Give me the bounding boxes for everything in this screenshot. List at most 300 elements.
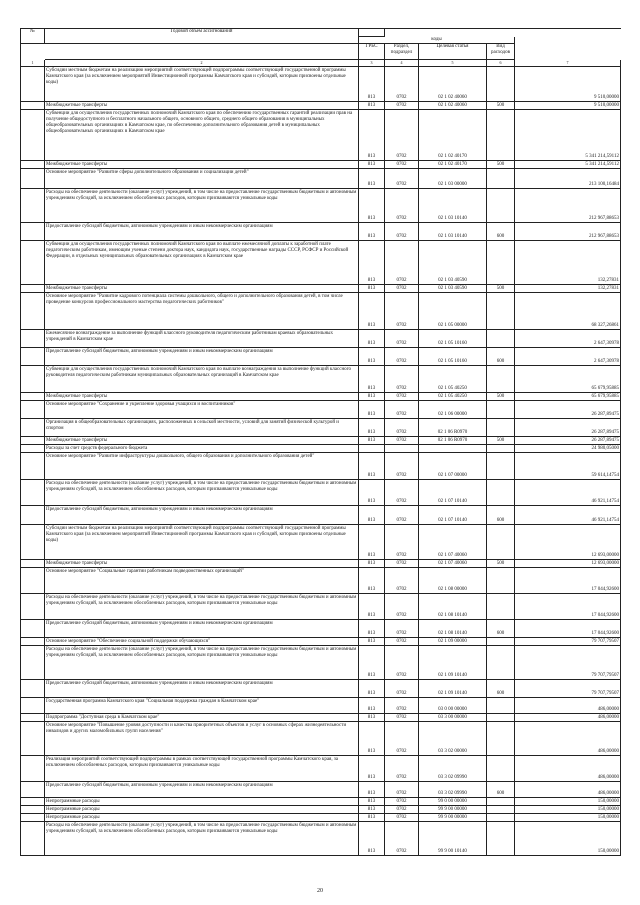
table-row — [21, 620, 621, 638]
row-name: Субвенции для осуществления государственных полномочий Камчатского края по выплате ежемесячной доплаты к заработной плате педагогическим работникам, имеющим ученые степени доктора наук, кандидата наук, государственные награды СССР, РСФСР и Российской Федерации, в отдельных муниципальных образовательных организациях в Камчатском крае — [45, 241, 359, 285]
row-amount: 26 287,89475 — [515, 401, 621, 419]
table-row — [21, 714, 621, 722]
row-csr: 02 1 08 10140 — [419, 594, 487, 620]
row-csr: 02 1 05 10160 — [419, 330, 487, 348]
row-number — [21, 401, 45, 419]
column-numbers-row — [21, 60, 621, 67]
row-amount: 486,00000 — [515, 714, 621, 722]
table-row — [21, 453, 621, 480]
table-row — [21, 560, 621, 568]
row-razdel: 0702 — [385, 348, 419, 366]
table-row — [21, 698, 621, 714]
column-number: 6 — [487, 60, 515, 67]
row-vr — [487, 798, 515, 806]
row-number — [21, 393, 45, 401]
row-csr — [419, 445, 487, 453]
row-vr — [487, 110, 515, 161]
table-row — [21, 169, 621, 189]
row-name: Расходы на обеспечение деятельности (оказание услуг) учреждений, в том числе на предоставление государственным бюджетным и автономным учреждениям субсидий, за исключением обособленных расходов, которым присваиваются уникальные коды — [45, 594, 359, 620]
row-number — [21, 437, 45, 445]
row-grbs: 813 — [359, 525, 385, 560]
table-row — [21, 822, 621, 856]
row-csr: 02 1 09 10140 — [419, 680, 487, 698]
row-number — [21, 714, 45, 722]
row-csr: 02 1 09 00000 — [419, 638, 487, 646]
row-amount: 132,27831 — [515, 285, 621, 293]
column-number: 2 — [45, 60, 359, 67]
row-amount: 486,00000 — [515, 756, 621, 782]
row-csr: 02 1 05 10160 — [419, 348, 487, 366]
row-csr: 99 9 00 10140 — [419, 822, 487, 856]
row-razdel: 0702 — [385, 401, 419, 419]
table-row — [21, 419, 621, 437]
row-grbs: 813 — [359, 714, 385, 722]
row-vr — [487, 806, 515, 814]
table-row — [21, 798, 621, 806]
row-grbs: 813 — [359, 568, 385, 594]
row-amount: 59 614,14754 — [515, 453, 621, 480]
row-csr: 02 1 07 00000 — [419, 453, 487, 480]
column-number: 3 — [359, 60, 385, 67]
row-number — [21, 169, 45, 189]
row-number — [21, 698, 45, 714]
table-row — [21, 806, 621, 814]
row-csr: 02 1 05 40250 — [419, 366, 487, 393]
row-name: Государственная программа Камчатского края "Социальная поддержка граждан в Камчатском крае" — [45, 698, 359, 714]
row-amount: 150,00000 — [515, 798, 621, 806]
row-razdel: 0702 — [385, 393, 419, 401]
row-number — [21, 241, 45, 285]
table-row — [21, 241, 621, 285]
row-name: Ежемесячное вознаграждение за выполнение функций классного руководителя педагогическим работникам краевых образовательных учреждений в Камчатском крае — [45, 330, 359, 348]
row-amount: 12 693,00000 — [515, 525, 621, 560]
row-name: Межбюджетные трансферты — [45, 102, 359, 110]
header-name-sub — [45, 44, 359, 60]
row-vr — [487, 67, 515, 102]
row-csr: 02 1 02 40170 — [419, 161, 487, 169]
row-vr — [487, 453, 515, 480]
row-vr: 500 — [487, 285, 515, 293]
row-razdel: 0702 — [385, 419, 419, 437]
row-amount: 68 327,26861 — [515, 293, 621, 330]
row-vr: 600 — [487, 620, 515, 638]
row-name: Расходы за счет средств федерального бюджета — [45, 445, 359, 453]
row-number — [21, 814, 45, 822]
row-razdel: 0702 — [385, 814, 419, 822]
row-grbs: 813 — [359, 822, 385, 856]
row-name: Субвенции для осуществления государственных полномочий Камчатского края по обеспечению государственных гарантий реализации прав на получение общедоступного и бесплатного начального общего, основного общего, среднего общего образования в муниципальных общеобразовательных организациях в Камчатском крае, по обеспечению дополнительного образования детей в муниципальных общеобразовательных организациях в Камчатском крае — [45, 110, 359, 161]
row-razdel: 0702 — [385, 680, 419, 698]
budget-table — [20, 28, 621, 856]
row-csr: 03 0 00 00000 — [419, 698, 487, 714]
row-number — [21, 506, 45, 525]
row-csr: 02 1 07 40060 — [419, 560, 487, 568]
row-csr: 99 9 00 00000 — [419, 814, 487, 822]
row-grbs: 813 — [359, 348, 385, 366]
row-name: Субсидии местным бюджетам на реализацию мероприятий соответствующей подпрограммы соответствующей государственной программы Камчатского края (за исключением мероприятий Инвестиционной программы Камчатского края и субсидий, которым присвоены отдельные коды) — [45, 67, 359, 102]
row-vr — [487, 814, 515, 822]
row-name: Расходы на обеспечение деятельности (оказание услуг) учреждений, в том числе на предоставление государственным бюджетным и автономным учреждениям субсидий, за исключением обособленных расходов, которым присваиваются уникальные коды — [45, 189, 359, 223]
row-number — [21, 67, 45, 102]
row-grbs: 813 — [359, 798, 385, 806]
row-vr — [487, 366, 515, 393]
row-name: Расходы на обеспечение деятельности (оказание услуг) учреждений, в том числе на предоставление государственным бюджетным и автономным учреждениям субсидий, за исключением обособленных расходов, которым присваиваются уникальные коды — [45, 822, 359, 856]
row-amount: 132,27831 — [515, 241, 621, 285]
table-row — [21, 756, 621, 782]
table-row — [21, 525, 621, 560]
row-csr: 02 1 03 00000 — [419, 169, 487, 189]
row-amount: 150,00000 — [515, 814, 621, 822]
row-grbs: 813 — [359, 330, 385, 348]
row-name: Предоставление субсидий бюджетным, автономным учреждениям и иным некоммерческим организациям — [45, 348, 359, 366]
row-number — [21, 102, 45, 110]
row-csr: 02 1 06 00000 — [419, 401, 487, 419]
row-vr: 500 — [487, 437, 515, 445]
row-grbs: 813 — [359, 453, 385, 480]
row-name: Расходы на обеспечение деятельности (оказание услуг) учреждений, в том числе на предоставление государственным бюджетным и автономным учреждениям субсидий, за исключением обособленных расходов, которым присваиваются уникальные коды — [45, 646, 359, 680]
row-name: Предоставление субсидий бюджетным, автономным учреждениям и иным некоммерческим организациям — [45, 680, 359, 698]
row-amount: 17 044,92600 — [515, 620, 621, 638]
row-number — [21, 293, 45, 330]
row-name: Основное мероприятие "Социальные гарантии работникам подведомственных организаций" — [45, 568, 359, 594]
row-razdel: 0702 — [385, 102, 419, 110]
row-amount: 24 980,05000 — [515, 445, 621, 453]
row-razdel: 0702 — [385, 161, 419, 169]
row-amount: 213 100,16484 — [515, 169, 621, 189]
row-number — [21, 445, 45, 453]
row-name: Основное мероприятие "Повышение уровня доступности и качества приоритетных объектов и услуг в основных сферах жизнедеятельности инвалидов и других маломобильных групп населения" — [45, 722, 359, 756]
row-amount: 79 707,79507 — [515, 638, 621, 646]
row-grbs: 813 — [359, 285, 385, 293]
row-grbs: 813 — [359, 594, 385, 620]
row-name: Основное мероприятие "Развитие сферы дополнительного образования и социализации детей" — [45, 169, 359, 189]
row-amount: 5 341 214,59112 — [515, 110, 621, 161]
row-razdel: 0702 — [385, 646, 419, 680]
row-amount: 486,00000 — [515, 782, 621, 798]
header-vr: Вид расходов — [487, 44, 515, 60]
row-razdel: 0702 — [385, 756, 419, 782]
table-row — [21, 285, 621, 293]
row-grbs: 813 — [359, 806, 385, 814]
row-razdel: 0702 — [385, 806, 419, 814]
row-csr: 02 1 07 10140 — [419, 480, 487, 506]
row-razdel: 0702 — [385, 453, 419, 480]
row-amount: 65 679,95885 — [515, 366, 621, 393]
row-razdel: 0702 — [385, 560, 419, 568]
column-number: 7 — [515, 60, 621, 67]
row-razdel: 0702 — [385, 67, 419, 102]
row-amount: 79 707,79507 — [515, 680, 621, 698]
row-razdel: 0702 — [385, 714, 419, 722]
row-razdel: 0702 — [385, 110, 419, 161]
row-csr: 03 3 02 09990 — [419, 756, 487, 782]
row-grbs: 813 — [359, 241, 385, 285]
row-grbs: 813 — [359, 110, 385, 161]
row-csr: 02 1 09 10140 — [419, 646, 487, 680]
table-row — [21, 102, 621, 110]
row-csr: 02 1 08 10140 — [419, 620, 487, 638]
table-row — [21, 67, 621, 102]
row-number — [21, 722, 45, 756]
row-number — [21, 638, 45, 646]
row-vr — [487, 330, 515, 348]
header-codes: коды — [359, 37, 515, 44]
table-row — [21, 437, 621, 445]
row-number — [21, 646, 45, 680]
row-number — [21, 756, 45, 782]
row-razdel: 0702 — [385, 480, 419, 506]
row-grbs: 813 — [359, 223, 385, 241]
row-number — [21, 560, 45, 568]
row-grbs: 813 — [359, 169, 385, 189]
row-csr: 02 1 02 40060 — [419, 102, 487, 110]
row-csr: 03 3 02 00000 — [419, 722, 487, 756]
row-name: Основное мероприятие "Развитие кадрового потенциала системы дошкольного, общего и дополнительного образования детей, в том числе проведение конкурсов профессионального мастерства педагогических работников" — [45, 293, 359, 330]
row-csr: 02 1 07 40060 — [419, 525, 487, 560]
row-vr: 500 — [487, 161, 515, 169]
row-grbs: 813 — [359, 814, 385, 822]
table-row — [21, 161, 621, 169]
table-header-sub — [21, 44, 621, 60]
row-csr: 02 1 05 40250 — [419, 393, 487, 401]
row-name: Основное мероприятие "Развитие инфраструктуры дошкольного, общего образования и дополнительного образования детей" — [45, 453, 359, 480]
row-name: Межбюджетные трансферты — [45, 161, 359, 169]
row-grbs: 813 — [359, 756, 385, 782]
header-sum: Годовой объем ассигнований — [45, 29, 359, 44]
row-grbs: 813 — [359, 437, 385, 445]
header-num: № — [21, 29, 45, 44]
row-razdel: 0702 — [385, 525, 419, 560]
row-vr — [487, 646, 515, 680]
row-name: Непрограммные расходы — [45, 814, 359, 822]
row-number — [21, 568, 45, 594]
row-vr — [487, 822, 515, 856]
row-csr: 02 1 07 10140 — [419, 506, 487, 525]
row-grbs: 813 — [359, 480, 385, 506]
row-number — [21, 285, 45, 293]
row-vr: 500 — [487, 102, 515, 110]
column-number: 5 — [419, 60, 487, 67]
table-row — [21, 393, 621, 401]
row-number — [21, 189, 45, 223]
row-vr — [487, 638, 515, 646]
table-row — [21, 506, 621, 525]
row-vr — [487, 756, 515, 782]
row-grbs: 813 — [359, 102, 385, 110]
row-vr — [487, 594, 515, 620]
row-amount: 65 679,95885 — [515, 393, 621, 401]
row-vr — [487, 568, 515, 594]
row-vr — [487, 169, 515, 189]
row-csr: 02 1 03 10140 — [419, 223, 487, 241]
row-grbs: 813 — [359, 782, 385, 798]
row-grbs: 813 — [359, 293, 385, 330]
table-row — [21, 401, 621, 419]
header-name — [359, 29, 385, 37]
row-vr: 600 — [487, 782, 515, 798]
row-amount: 150,00000 — [515, 822, 621, 856]
row-grbs: 813 — [359, 638, 385, 646]
row-vr — [487, 480, 515, 506]
row-name: Субсидии местным бюджетам на реализацию мероприятий соответствующей подпрограммы соответствующей государственной программы Камчатского края (за исключением мероприятий Инвестиционной программы Камчатского края и субсидий, которым присвоены отдельные коды) — [45, 525, 359, 560]
row-csr: 02 1 02 40060 — [419, 67, 487, 102]
row-name: Субвенции для осуществления государственных полномочий Камчатского края по выплате вознаграждения за выполнение функций классного руководителя педагогическим работникам муниципальных образовательных организаций в Камчатском крае — [45, 366, 359, 393]
row-number — [21, 161, 45, 169]
row-amount: 2 647,30978 — [515, 348, 621, 366]
row-csr: 02 1 03 40590 — [419, 285, 487, 293]
row-grbs: 813 — [359, 393, 385, 401]
row-vr: 600 — [487, 506, 515, 525]
table-row — [21, 348, 621, 366]
row-csr: 02 1 06 R0970 — [419, 419, 487, 437]
row-razdel: 0702 — [385, 169, 419, 189]
table-row — [21, 445, 621, 453]
row-amount: 46 921,14754 — [515, 480, 621, 506]
row-number — [21, 330, 45, 348]
row-razdel: 0702 — [385, 822, 419, 856]
row-name: Межбюджетные трансферты — [45, 560, 359, 568]
row-vr — [487, 525, 515, 560]
row-number — [21, 806, 45, 814]
row-name: Расходы на обеспечение деятельности (оказание услуг) учреждений, в том числе на предоставление государственным бюджетным и автономным учреждениям субсидий, за исключением обособленных расходов, которым присваиваются уникальные коды — [45, 480, 359, 506]
row-name: Межбюджетные трансферты — [45, 393, 359, 401]
row-razdel: 0702 — [385, 698, 419, 714]
row-grbs: 813 — [359, 680, 385, 698]
row-csr: 02 1 02 40170 — [419, 110, 487, 161]
row-amount: 12 693,00000 — [515, 560, 621, 568]
row-vr: 500 — [487, 560, 515, 568]
row-grbs: 813 — [359, 506, 385, 525]
row-razdel: 0702 — [385, 223, 419, 241]
table-header-top — [21, 29, 621, 44]
row-amount: 46 921,14754 — [515, 506, 621, 525]
row-csr: 02 1 03 40590 — [419, 241, 487, 285]
row-name: Непрограммные расходы — [45, 798, 359, 806]
row-vr: 500 — [487, 393, 515, 401]
row-razdel: 0702 — [385, 293, 419, 330]
row-razdel: 0702 — [385, 285, 419, 293]
table-row — [21, 722, 621, 756]
table-row — [21, 366, 621, 393]
row-grbs: 813 — [359, 698, 385, 714]
row-amount: 150,00000 — [515, 806, 621, 814]
row-razdel: 0702 — [385, 506, 419, 525]
table-body — [21, 67, 621, 856]
row-grbs: 813 — [359, 366, 385, 393]
row-number — [21, 798, 45, 806]
table-row — [21, 568, 621, 594]
header-grbs: ГРБС — [359, 44, 385, 60]
row-csr: 02 1 03 10140 — [419, 189, 487, 223]
header-csr: Целевая статья — [419, 44, 487, 60]
row-vr — [487, 698, 515, 714]
row-vr — [487, 189, 515, 223]
row-number — [21, 620, 45, 638]
row-csr: 02 1 08 00000 — [419, 568, 487, 594]
row-name: Межбюджетные трансферты — [45, 437, 359, 445]
row-csr: 99 9 00 00000 — [419, 806, 487, 814]
row-csr: 03 3 00 00000 — [419, 714, 487, 722]
row-amount: 5 341 214,59112 — [515, 161, 621, 169]
row-vr — [487, 722, 515, 756]
row-grbs: 813 — [359, 419, 385, 437]
row-razdel: 0702 — [385, 638, 419, 646]
row-number — [21, 366, 45, 393]
row-vr — [487, 445, 515, 453]
row-razdel: 0702 — [385, 782, 419, 798]
row-number — [21, 525, 45, 560]
row-amount: 2 647,30978 — [515, 330, 621, 348]
row-name: Предоставление субсидий бюджетным, автономным учреждениям и иным некоммерческим организациям — [45, 620, 359, 638]
row-amount: 212 967,88653 — [515, 223, 621, 241]
row-number — [21, 594, 45, 620]
row-vr: 600 — [487, 348, 515, 366]
table-row — [21, 480, 621, 506]
row-name: Реализация мероприятий соответствующей подпрограммы в рамках соответствующей государственной программы Камчатского края, за исключением обособленных расходов, которым присваиваются уникальные коды — [45, 756, 359, 782]
row-name: Предоставление субсидий бюджетным, автономным учреждениям и иным некоммерческим организациям — [45, 223, 359, 241]
row-vr: 600 — [487, 223, 515, 241]
row-razdel: 0702 — [385, 568, 419, 594]
row-grbs — [359, 445, 385, 453]
row-name: Непрограммные расходы — [45, 806, 359, 814]
row-number — [21, 680, 45, 698]
row-razdel: 0702 — [385, 241, 419, 285]
table-row — [21, 223, 621, 241]
row-grbs: 813 — [359, 401, 385, 419]
row-name: Межбюджетные трансферты — [45, 285, 359, 293]
row-vr — [487, 293, 515, 330]
row-amount: 9 510,00000 — [515, 102, 621, 110]
row-vr — [487, 714, 515, 722]
column-number: 4 — [385, 60, 419, 67]
row-number — [21, 480, 45, 506]
row-razdel: 0702 — [385, 437, 419, 445]
row-amount: 17 044,92600 — [515, 568, 621, 594]
row-number — [21, 419, 45, 437]
row-amount: 9 510,00000 — [515, 67, 621, 102]
row-grbs: 813 — [359, 722, 385, 756]
table-row — [21, 814, 621, 822]
row-grbs: 813 — [359, 646, 385, 680]
row-csr: 02 1 06 R0970 — [419, 437, 487, 445]
row-amount: 26 287,89475 — [515, 419, 621, 437]
table-row — [21, 680, 621, 698]
row-vr — [487, 419, 515, 437]
row-razdel: 0702 — [385, 620, 419, 638]
row-number — [21, 782, 45, 798]
table-row — [21, 293, 621, 330]
table-row — [21, 594, 621, 620]
row-csr: 03 3 02 09990 — [419, 782, 487, 798]
row-amount: 17 044,92600 — [515, 594, 621, 620]
row-vr — [487, 241, 515, 285]
page-number: 20 — [317, 888, 323, 894]
row-name: Предоставление субсидий бюджетным, автономным учреждениям и иным некоммерческим организациям — [45, 782, 359, 798]
table-row — [21, 110, 621, 161]
column-number: 1 — [21, 60, 45, 67]
table-row — [21, 782, 621, 798]
row-number — [21, 223, 45, 241]
row-razdel — [385, 445, 419, 453]
row-razdel: 0702 — [385, 722, 419, 756]
row-name: Основное мероприятие "Сохранение и укрепление здоровья учащихся и воспитанников" — [45, 401, 359, 419]
row-name: Организация в общеобразовательных организациях, расположенных в сельской местности, условий для занятий физической культурой и спортом — [45, 419, 359, 437]
row-number — [21, 110, 45, 161]
row-csr: 02 1 05 00000 — [419, 293, 487, 330]
table-row — [21, 646, 621, 680]
row-name: Основное мероприятие "Обеспечение социальной поддержки обучающихся" — [45, 638, 359, 646]
row-razdel: 0702 — [385, 189, 419, 223]
